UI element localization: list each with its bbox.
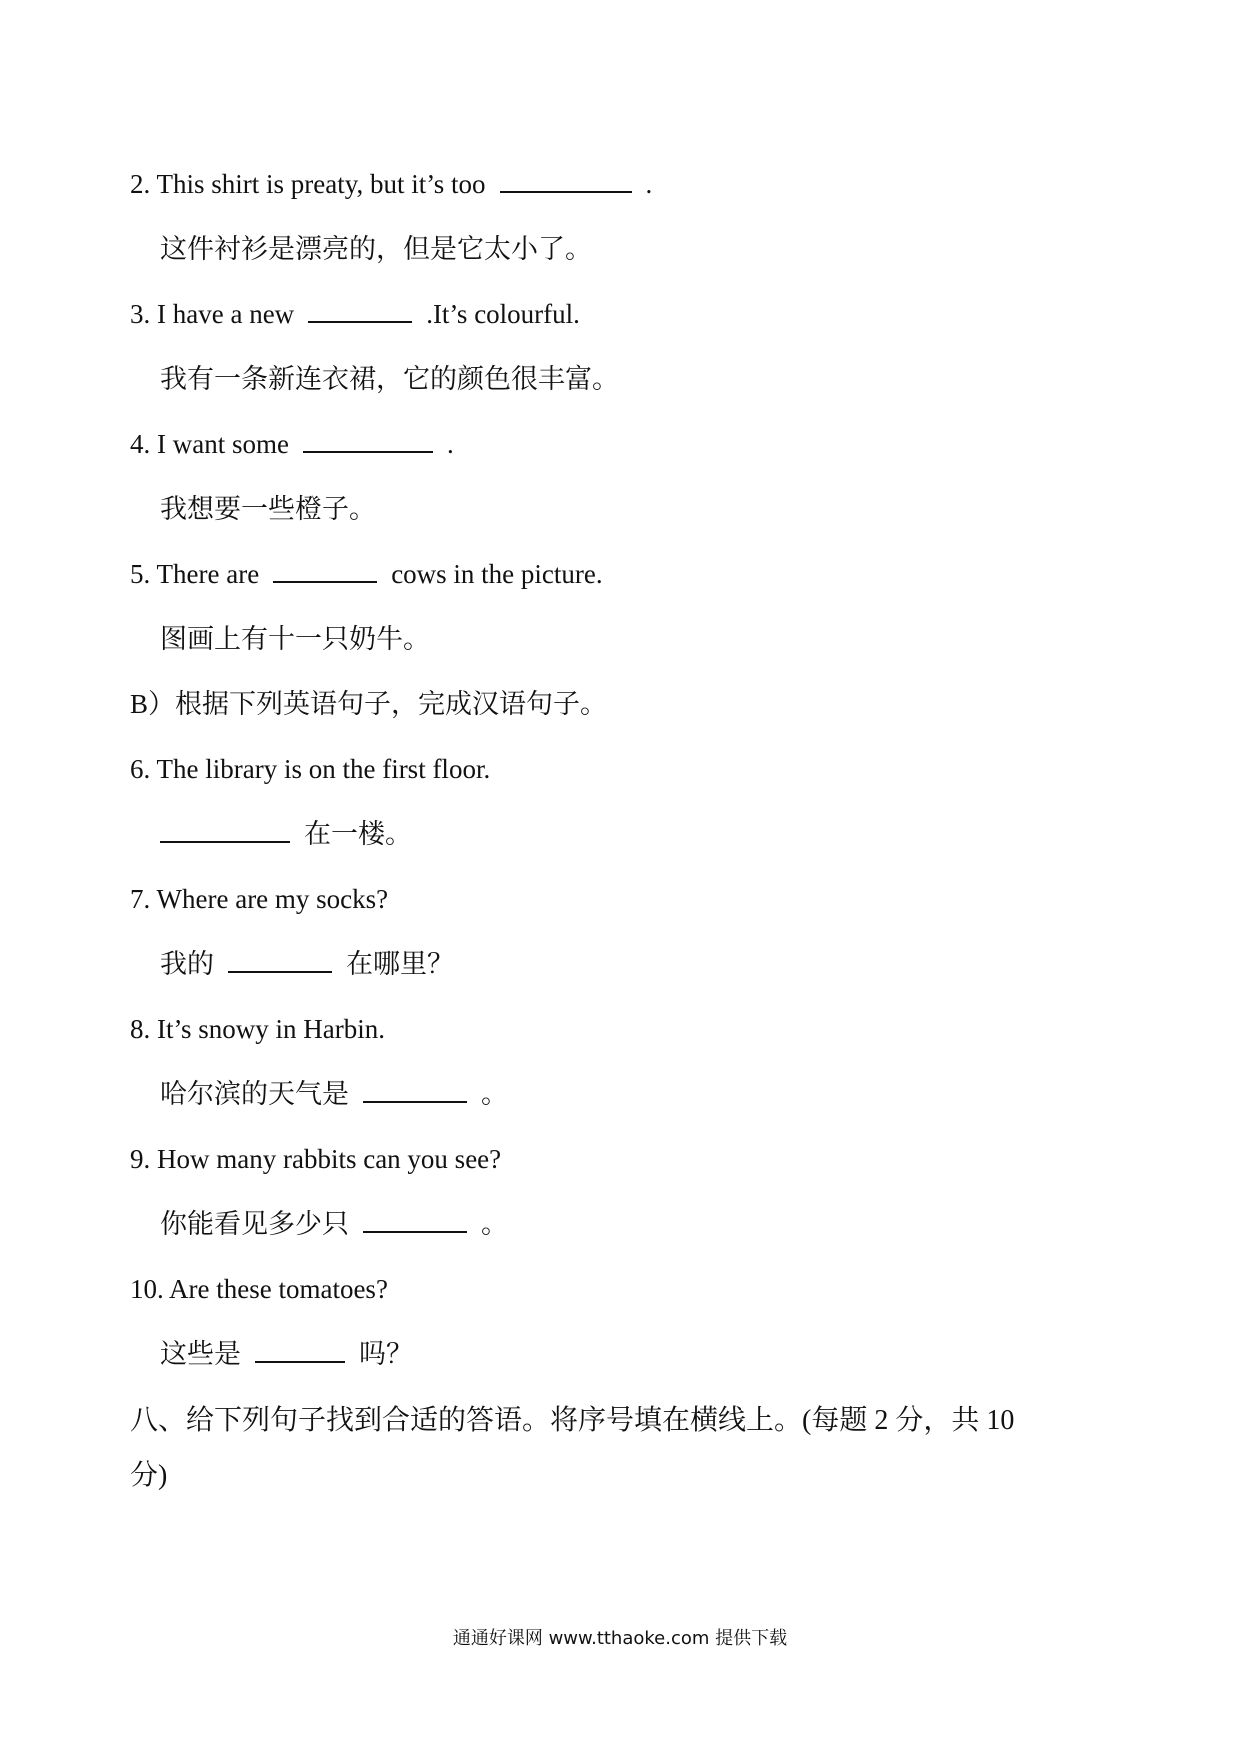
question-10-translation: 这些是 吗？	[160, 1334, 413, 1374]
answer-blank[interactable]	[303, 425, 433, 453]
section-8-heading-cont: 分)	[130, 1460, 168, 1491]
page-footer: 通通好课网 www.tthaoke.com 提供下载	[452, 1628, 788, 1649]
question-8-translation: 哈尔滨的天气是 。	[160, 1074, 508, 1114]
question-2-translation: 这件衬衫是漂亮的，但是它太小了。	[160, 234, 592, 264]
question-7-translation: 我的 在哪里？	[160, 944, 454, 984]
answer-blank[interactable]	[160, 815, 290, 843]
question-3: 3. I have a new .It’s colourful.	[130, 294, 580, 334]
question-4-translation: 我想要一些橙子。	[160, 494, 376, 524]
answer-blank[interactable]	[363, 1075, 467, 1103]
answer-blank[interactable]	[273, 555, 377, 583]
question-10: 10. Are these tomatoes?	[130, 1274, 388, 1304]
answer-blank[interactable]	[255, 1335, 345, 1363]
answer-blank[interactable]	[363, 1205, 467, 1233]
question-6-translation: 在一楼。	[160, 814, 412, 854]
question-8: 8. It’s snowy in Harbin.	[130, 1014, 385, 1044]
section-8-heading: 八、给下列句子找到合适的答语。将序号填在横线上。(每题 2 分，共 10	[130, 1405, 1015, 1436]
question-4: 4. I want some .	[130, 424, 454, 464]
answer-blank[interactable]	[500, 165, 632, 193]
section-b-heading: B）根据下列英语句子，完成汉语句子。	[130, 689, 608, 719]
question-9-translation: 你能看见多少只 。	[160, 1204, 508, 1244]
question-6: 6. The library is on the first floor.	[130, 754, 491, 784]
question-7: 7. Where are my socks?	[130, 884, 389, 914]
question-9: 9. How many rabbits can you see?	[130, 1144, 502, 1174]
question-5: 5. There are cows in the picture.	[130, 554, 603, 594]
answer-blank[interactable]	[308, 295, 412, 323]
question-3-translation: 我有一条新连衣裙，它的颜色很丰富。	[160, 364, 619, 394]
question-5-translation: 图画上有十一只奶牛。	[160, 624, 430, 654]
question-2: 2. This shirt is preaty, but it’s too .	[130, 164, 652, 204]
answer-blank[interactable]	[228, 945, 332, 973]
